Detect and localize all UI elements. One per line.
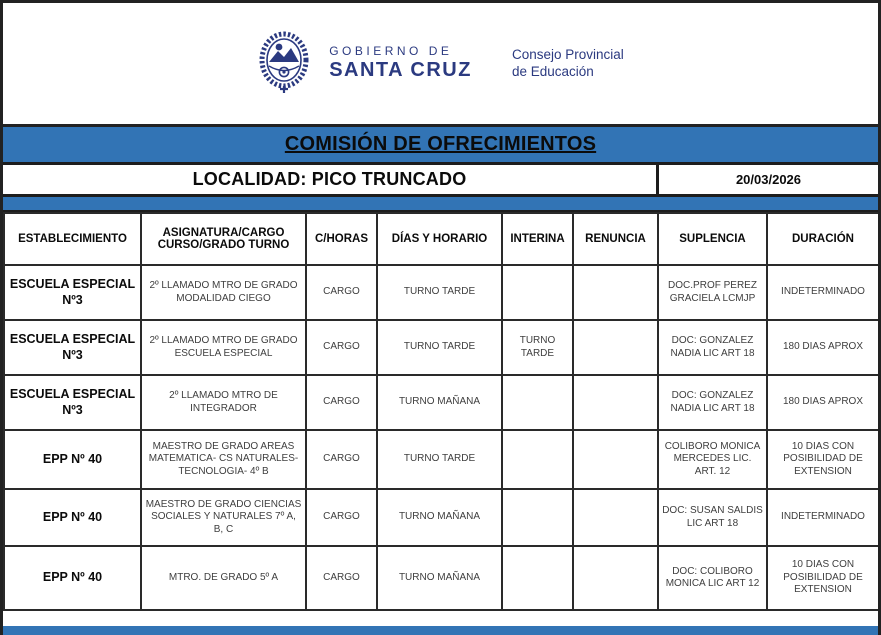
table-cell: 180 DIAS APROX: [767, 375, 879, 430]
table-cell: MTRO. DE GRADO 5º A: [141, 546, 306, 610]
table-cell: MAESTRO DE GRADO AREAS MATEMATICA- CS NATURALES- TECNOLOGIA- 4º B: [141, 430, 306, 489]
table-cell: 2º LLAMADO MTRO DE INTEGRADOR: [141, 375, 306, 430]
table-cell: CARGO: [306, 489, 377, 546]
column-header-dias-horario: DÍAS Y HORARIO: [377, 213, 502, 265]
table-cell: 2º LLAMADO MTRO DE GRADO MODALIDAD CIEGO: [141, 265, 306, 320]
coat-of-arms-icon: [257, 31, 311, 97]
table-header-row: [4, 213, 879, 265]
table-cell: ESCUELA ESPECIAL Nº3: [4, 265, 141, 320]
table-cell: INDETERMINADO: [767, 265, 879, 320]
column-header-renuncia: RENUNCIA: [573, 213, 658, 265]
table-cell: 180 DIAS APROX: [767, 320, 879, 375]
council-wordmark: [512, 47, 624, 81]
table-row: [4, 546, 879, 610]
government-line1: GOBIERNO DE: [329, 44, 453, 59]
table-cell: CARGO: [306, 265, 377, 320]
table-cell: [573, 265, 658, 320]
council-line2: de Educación: [511, 63, 594, 79]
table-cell: CARGO: [306, 430, 377, 489]
table-cell: [573, 546, 658, 610]
table-row: [4, 489, 879, 546]
table-row: [4, 430, 879, 489]
table-cell: TURNO TARDE: [377, 320, 502, 375]
table-cell: 10 DIAS CON POSIBILIDAD DE EXTENSION: [767, 430, 879, 489]
table-cell: ESCUELA ESPECIAL Nº3: [4, 375, 141, 430]
column-header-establecimiento: ESTABLECIMIENTO: [4, 213, 141, 265]
table-cell: TURNO TARDE: [377, 430, 502, 489]
table-cell: DOC: COLIBORO MONICA LIC ART 12: [658, 546, 767, 610]
table-cell: [502, 430, 573, 489]
table-cell: EPP Nº 40: [4, 546, 141, 610]
table-cell: TURNO MAÑANA: [377, 375, 502, 430]
table-cell: ESCUELA ESPECIAL Nº3: [4, 320, 141, 375]
table-cell: TURNO TARDE: [377, 265, 502, 320]
page-title: COMISIÓN DE OFRECIMIENTOS: [284, 133, 597, 155]
table-cell: EPP Nº 40: [4, 430, 141, 489]
column-header-chorras: C/HORAS: [306, 213, 377, 265]
table-cell: [573, 489, 658, 546]
table-cell: MAESTRO DE GRADO CIENCIAS SOCIALES Y NATURALES 7º A, B, C: [141, 489, 306, 546]
bottom-whitespace: [3, 611, 878, 626]
table-cell: TURNO MAÑANA: [377, 546, 502, 610]
date-value: 20/03/2026: [656, 165, 878, 194]
offers-table: [3, 212, 880, 611]
table-cell: TURNO TARDE: [502, 320, 573, 375]
table-row: [4, 265, 879, 320]
column-header-suplencia: SUPLENCIA: [658, 213, 767, 265]
table-cell: [573, 375, 658, 430]
table-cell: DOC: SUSAN SALDIS LIC ART 18: [658, 489, 767, 546]
table-cell: INDETERMINADO: [767, 489, 879, 546]
column-header-duracion: DURACIÓN: [767, 213, 879, 265]
table-cell: [502, 375, 573, 430]
brand-header: [3, 3, 878, 127]
table-row: [4, 375, 879, 430]
table-cell: [502, 489, 573, 546]
table-cell: DOC: GONZALEZ NADIA LIC ART 18: [658, 320, 767, 375]
table-cell: [502, 265, 573, 320]
bottom-band: [3, 626, 878, 635]
table-cell: 10 DIAS CON POSIBILIDAD DE EXTENSION: [767, 546, 879, 610]
locality-label: LOCALIDAD: PICO TRUNCADO: [192, 169, 467, 189]
table-cell: CARGO: [306, 375, 377, 430]
table-cell: [502, 546, 573, 610]
table-cell: [573, 430, 658, 489]
table-cell: DOC: GONZALEZ NADIA LIC ART 18: [658, 375, 767, 430]
table-cell: [573, 320, 658, 375]
council-line1: Consejo Provincial: [511, 46, 624, 62]
table-cell: CARGO: [306, 320, 377, 375]
separator-band: [3, 197, 878, 212]
table-cell: DOC.PROF PEREZ GRACIELA LCMJP: [658, 265, 767, 320]
table-row: [4, 320, 879, 375]
title-banner: [3, 127, 878, 165]
column-header-interina: INTERINA: [502, 213, 573, 265]
table-cell: EPP Nº 40: [4, 489, 141, 546]
government-wordmark: [329, 45, 472, 82]
table-cell: TURNO MAÑANA: [377, 489, 502, 546]
table-cell: CARGO: [306, 546, 377, 610]
table-cell: COLIBORO MONICA MERCEDES LIC. ART. 12: [658, 430, 767, 489]
column-header-asignatura: ASIGNATURA/CARGO CURSO/GRADO TURNO: [141, 213, 306, 265]
table-cell: 2º LLAMADO MTRO DE GRADO ESCUELA ESPECIAL: [141, 320, 306, 375]
government-line2: SANTA CRUZ: [329, 58, 472, 81]
locality-bar: [3, 165, 878, 197]
